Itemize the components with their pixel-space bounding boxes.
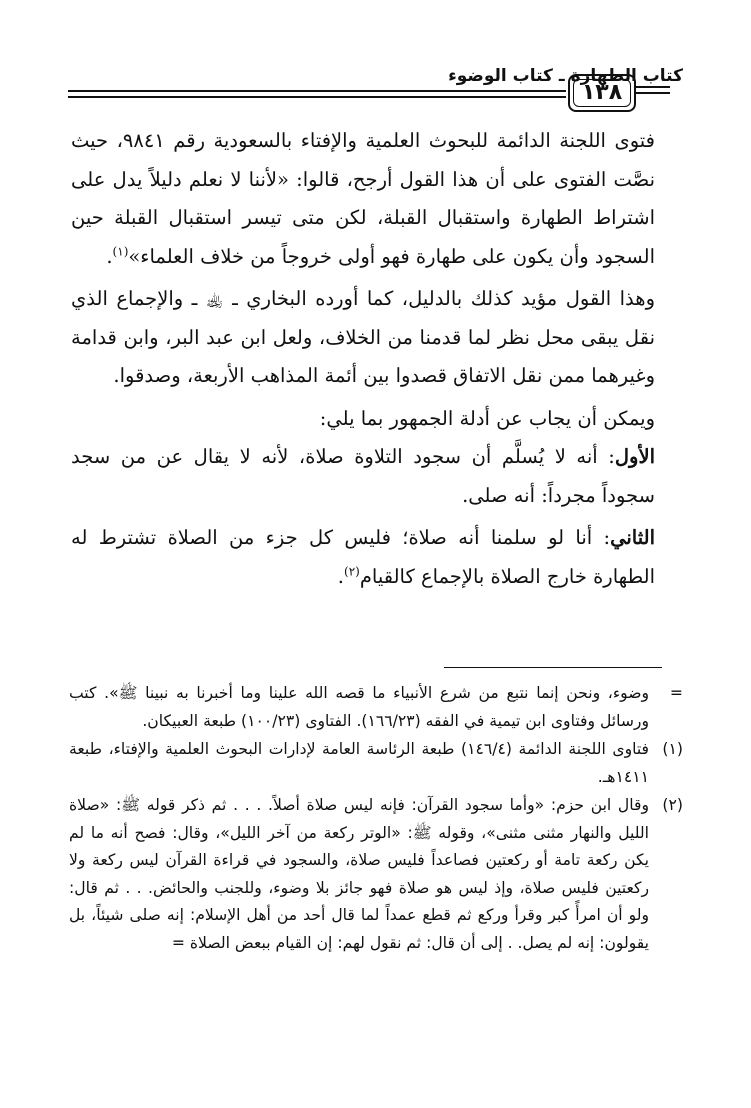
paragraph-intro-answers: ويمكن أن يجاب عن أدلة الجمهور بما يلي: — [319, 406, 655, 430]
paragraph-second-answer — [71, 519, 683, 596]
footnote-text: وقال ابن حزم: «وأما سجود القرآن: فإنه ليس صلاة أصلاً. . . . ثم ذكر قوله ﷺ: «صلاة الليل والنهار مثنى مثنى»، وقوله ﷺ: «الوتر ركعة من آخر الليل»، وقال: فصح أنه ما لم يكن ركعة تامة أو ركعتين فصاعداً فليس صلاة، والسجود في قراءة القرآن ليس ركعة ولا ركعتين فليس صلاة، وإذ ليس هو صلاة فهو جائز بلا وضوء، وللجنب والحائض. . . ثم قال: ولو أن امرأً كبر وقرأ وركع ثم قطع عمداً لما قال أحد من أهل الإسلام: إنه صلى شيئاً، بل يقولون: إنه لم يصل. . إلى أن قال: ثم نقول لهم: إن القيام ببعض الصلاة = — [69, 796, 649, 952]
footnotes — [69, 680, 683, 958]
footnote-separator — [444, 667, 662, 668]
header-rule-bottom — [68, 96, 566, 98]
first-answer-text: : أنه لا يُسلَّم أن سجود التلاوة صلاة، لأنه لا يقال عن من سجد سجوداً مجرداً: أنه صلى. — [71, 445, 655, 507]
footnote-2 — [69, 792, 683, 957]
page-number: ١٣٨ — [581, 80, 623, 105]
footnote-mark: (١) — [662, 740, 683, 758]
header-rule-top — [68, 90, 566, 92]
footnote-ref-2[interactable]: (٢) — [344, 564, 360, 578]
second-answer-end: . — [337, 564, 344, 588]
header-rule-left-bottom — [636, 92, 670, 94]
header-rule-left-top — [636, 86, 670, 88]
running-header-title: كتاب الطهارة ـ كتاب الوضوء — [448, 66, 683, 86]
footnote-mark: = — [669, 684, 683, 702]
main-text — [71, 122, 683, 596]
footnote-1 — [69, 736, 683, 791]
footnote-mark: (٢) — [662, 796, 683, 814]
paragraph-fatwa — [71, 122, 683, 276]
paragraph-fatwa-text: فتوى اللجنة الدائمة للبحوث العلمية والإفتاء بالسعودية رقم ٩٨٤١، حيث نصَّت الفتوى على أن هذا القول أرجح، قالوا: «لأننا لا نعلم دليلاً يدل على اشتراط الطهارة واستقبال القبلة، لكن متى تيسر استقبال القبلة حين السجود وأن يكون على طهارة فهو أولى خروجاً من خلاف العلماء» — [71, 129, 655, 268]
footnote-text: فتاوى اللجنة الدائمة (١٤٦/٤) طبعة الرئاسة العامة لإدارات البحوث العلمية والإفتاء، طبعة ١٤١١هـ. — [69, 740, 650, 786]
first-answer-label: الأول — [614, 445, 655, 468]
page-number-badge — [568, 74, 636, 112]
footnote-continued — [69, 680, 683, 735]
footnote-ref-1[interactable]: (١) — [112, 244, 129, 258]
page-number-inner-frame — [573, 79, 631, 107]
paragraph-fatwa-end: . — [106, 244, 113, 268]
paragraph-evidence: وهذا القول مؤيد كذلك بالدليل، كما أورده البخاري ـ ﵀ ـ والإجماع الذي نقل يبقى محل نظر لما قدمنا من الخلاف، ولعل ابن عبد البر، وابن قدامة وغيرهما ممن نقل الاتفاق قصدوا بين أئمة المذاهب الأربعة، وصدقوا. — [71, 287, 655, 387]
second-answer-label: الثاني — [610, 526, 655, 549]
footnote-text: وضوء، ونحن إنما نتبع من شرع الأنبياء ما قصه الله علينا وما أخبرنا به نبينا ﷺ». كتب ورسائل وفتاوى ابن تيمية في الفقه (١٦٦/٢٣). الفتاوى (١٠٠/٢٣) طبعة العبيكان. — [69, 684, 649, 730]
paragraph-first-answer — [71, 438, 683, 515]
second-answer-text: : أنا لو سلمنا أنه صلاة؛ فليس كل جزء من الصلاة تشترط له الطهارة خارج الصلاة بالإجماع كالقيام — [71, 526, 655, 588]
